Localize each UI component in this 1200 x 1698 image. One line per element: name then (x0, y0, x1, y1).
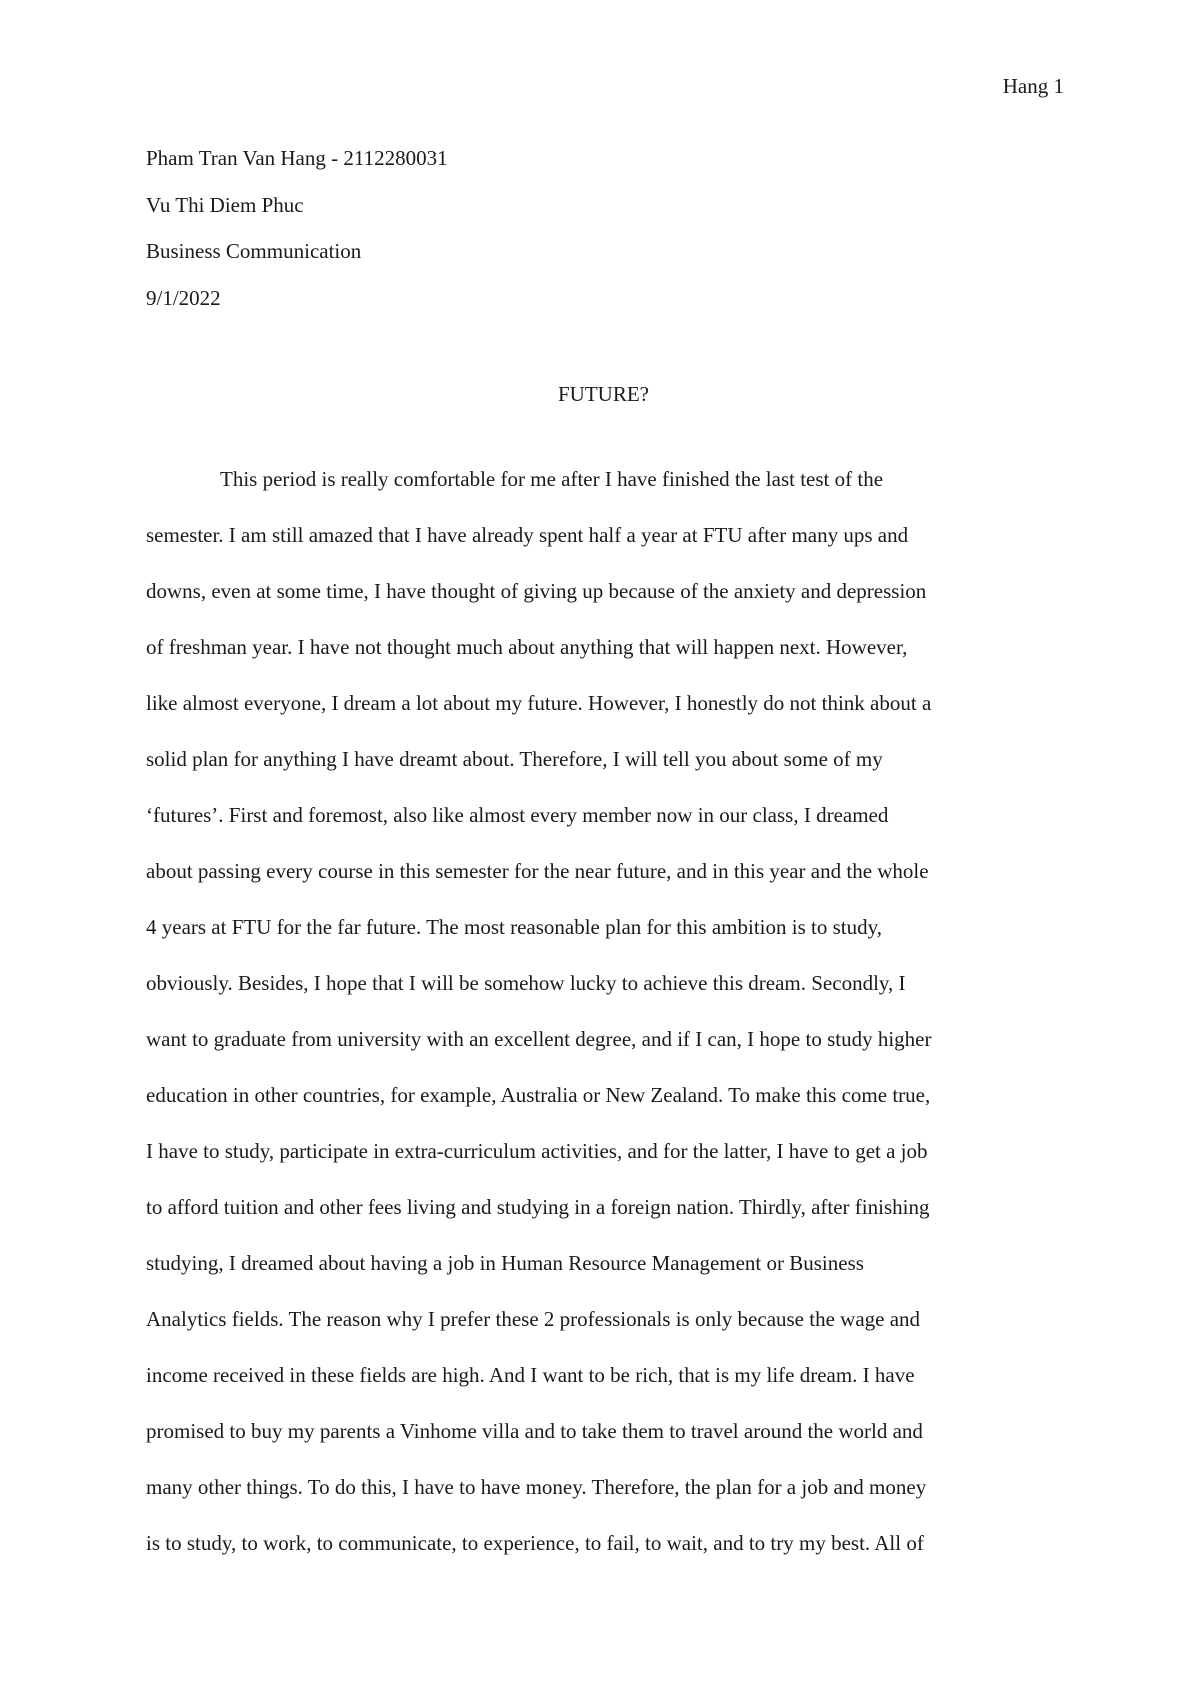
running-head-page-number: Hang 1 (1002, 74, 1064, 98)
body-line: income received in these fields are high. And I want to be rich, that is my life dream. I have (146, 1363, 915, 1387)
body-line: of freshman year. I have not thought much about anything that will happen next. However, (146, 635, 908, 659)
body-line: education in other countries, for example, Australia or New Zealand. To make this come true, (146, 1083, 931, 1107)
course-line: Business Communication (146, 239, 362, 263)
body-line: promised to buy my parents a Vinhome villa and to take them to travel around the world and (146, 1419, 923, 1443)
date-line: 9/1/2022 (146, 285, 221, 310)
body-line: obviously. Besides, I hope that I will be somehow lucky to achieve this dream. Secondly, I (146, 971, 906, 995)
body-line: studying, I dreamed about having a job in Human Resource Management or Business (146, 1251, 864, 1275)
body-line: This period is really comfortable for me after I have finished the last test of the (220, 467, 884, 491)
mla-heading (146, 144, 1066, 330)
body-line: is to study, to work, to communicate, to experience, to fail, to wait, and to try my best. All of (146, 1531, 924, 1555)
body-line: like almost everyone, I dream a lot about my future. However, I honestly do not think about a (146, 691, 932, 715)
body-line: Analytics fields. The reason why I prefer these 2 professionals is only because the wage and (146, 1307, 921, 1331)
essay-body-paragraph (146, 451, 1061, 1571)
body-line: 4 years at FTU for the far future. The most reasonable plan for this ambition is to study, (146, 915, 882, 939)
body-line: to afford tuition and other fees living and studying in a foreign nation. Thirdly, after finishing (146, 1195, 930, 1219)
body-line: I have to study, participate in extra-curriculum activities, and for the latter, I have to get a job (146, 1139, 928, 1163)
body-line: many other things. To do this, I have to have money. Therefore, the plan for a job and money (146, 1475, 927, 1499)
student-name-line: Pham Tran Van Hang - 2112280031 (146, 146, 448, 170)
body-line: semester. I am still amazed that I have already spent half a year at FTU after many ups and (146, 523, 909, 547)
body-line: solid plan for anything I have dreamt about. Therefore, I will tell you about some of my (146, 747, 883, 771)
body-line: ‘futures’. First and foremost, also like almost every member now in our class, I dreamed (146, 803, 889, 827)
instructor-line: Vu Thi Diem Phuc (146, 192, 304, 217)
body-line: about passing every course in this semester for the near future, and in this year and the whole (146, 859, 929, 883)
body-line: want to graduate from university with an excellent degree, and if I can, I hope to study higher (146, 1027, 932, 1051)
body-line: downs, even at some time, I have thought of giving up because of the anxiety and depression (146, 579, 927, 603)
essay-title: FUTURE? (558, 382, 649, 406)
